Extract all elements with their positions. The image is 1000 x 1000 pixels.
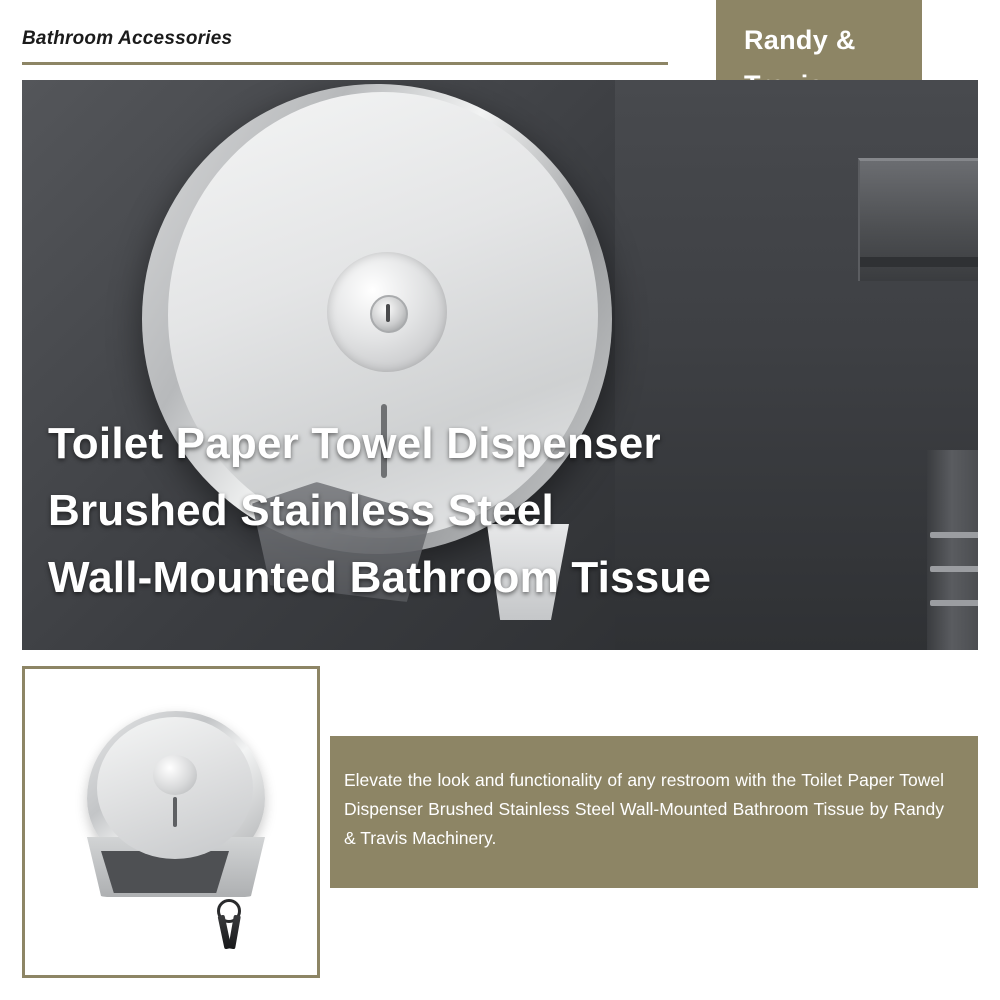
lock-icon [370, 295, 408, 333]
product-thumbnail [22, 666, 320, 978]
brand-line-1: Randy & [744, 25, 856, 55]
keys-icon [207, 897, 267, 953]
thumb-dispenser-hub [153, 755, 197, 795]
description-panel [330, 736, 978, 888]
page-header [0, 0, 1000, 72]
wall-shelf-upper [858, 158, 978, 281]
hero-banner [22, 80, 978, 650]
headline-line-1: Toilet Paper Towel Dispenser [48, 419, 661, 468]
headline-line-3: Wall-Mounted Bathroom Tissue [48, 553, 712, 602]
description-text: Elevate the look and functionality of any restroom with the Toilet Paper Towel Dispenser Brushed Stainless Steel Wall-Mounted Bathroom Tissue by Randy & Travis Machinery. [344, 770, 944, 848]
thumb-dispenser-slot [173, 797, 177, 827]
hero-headline [48, 410, 948, 611]
category-label: Bathroom Accessories [22, 28, 233, 49]
header-divider [22, 62, 668, 65]
headline-line-2: Brushed Stainless Steel [48, 486, 554, 535]
thumbnail-illustration [65, 711, 285, 911]
